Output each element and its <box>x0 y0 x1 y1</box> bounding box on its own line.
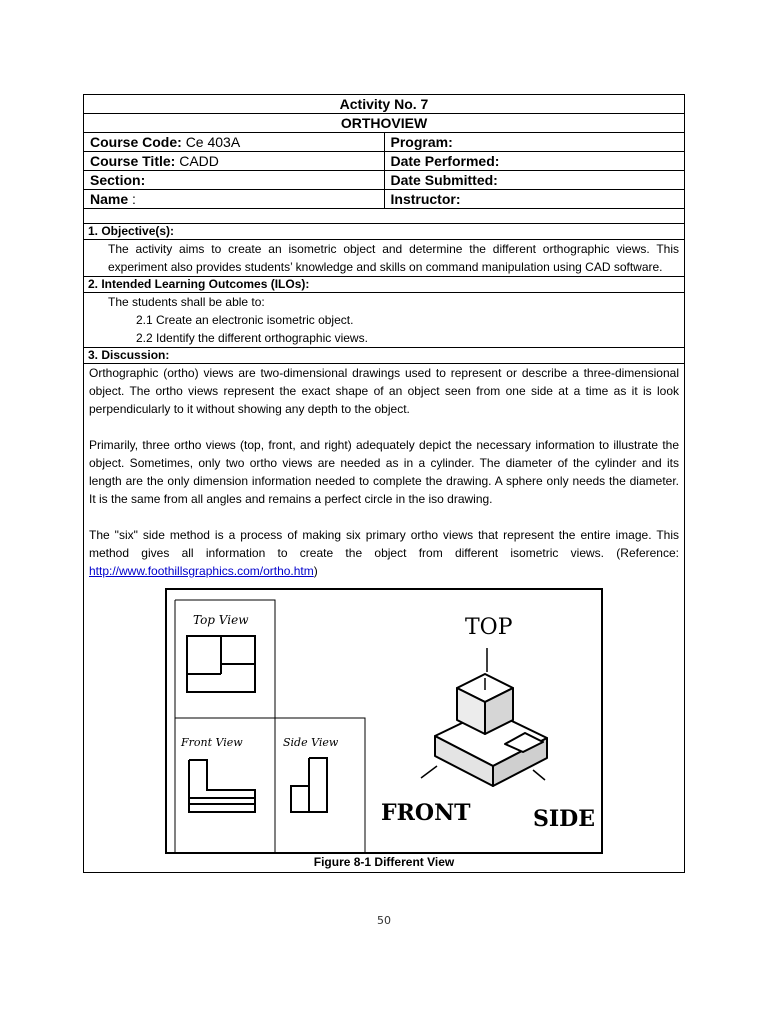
activity-sheet <box>83 94 685 873</box>
side-label: SIDE <box>533 806 596 832</box>
date-submitted-label: Date Submitted: <box>384 171 685 190</box>
front-view-label: Front View <box>181 736 243 749</box>
discussion-p1: Orthographic (ortho) views are two-dimensional drawings used to represent or describe a three-dimensional object. The ortho views represent the exact shape of an object seen from one side at a time as it is look perpendicularly to it without showing any depth to the object. <box>89 366 679 416</box>
ilo-item-1: 2.1 Create an electronic isometric object. <box>136 313 354 327</box>
objectives-text: The activity aims to create an isometric object and determine the different orthographic views. This experiment also provides students’ knowledge and skills on command manipulation using CAD software. <box>84 240 684 277</box>
top-label: TOP <box>465 615 513 640</box>
ilos-body <box>84 293 684 348</box>
orthographic-drawing <box>167 590 601 852</box>
orthographic-figure <box>165 588 603 854</box>
name-colon: : <box>128 191 136 207</box>
date-performed-label: Date Performed: <box>384 152 685 171</box>
discussion-p2: Primarily, three ortho views (top, front, and right) adequately depict the necessary information to illustrate the object. Sometimes, only two ortho views are needed as in a cylinder. The diameter of the cylinder and its length are the only dimension information needed to complete the drawing. A sphere only needs the diameter. It is the same from all angles and remains a perfect circle in the iso drawing. <box>89 438 679 506</box>
course-title-value: CADD <box>179 153 219 169</box>
top-view-label: Top View <box>193 613 249 627</box>
name-label: Name <box>90 191 129 207</box>
side-view-label: Side View <box>283 736 339 749</box>
ilos-intro: The students shall be able to: <box>108 295 265 309</box>
side-view-drawing <box>291 758 327 812</box>
top-view-drawing <box>187 636 255 692</box>
isometric-object <box>435 674 547 786</box>
content-box <box>83 209 685 873</box>
view-frames <box>175 600 365 852</box>
blank-row <box>84 209 684 224</box>
front-label: FRONT <box>381 800 471 826</box>
course-title-label: Course Title: <box>90 153 176 169</box>
course-code-label: Course Code: <box>90 134 182 150</box>
course-title-cell <box>84 152 385 171</box>
discussion-p3-close: ) <box>313 564 318 578</box>
ilo-item-2: 2.2 Identify the different orthographic views. <box>136 331 368 345</box>
reference-link[interactable]: http://www.foothillsgraphics.com/ortho.htm <box>89 564 314 578</box>
name-cell <box>84 190 385 209</box>
instructor-label: Instructor: <box>384 190 685 209</box>
front-view-drawing <box>189 760 255 812</box>
activity-title: ORTHOVIEW <box>84 114 685 133</box>
discussion-p3-text: The "six" side method is a process of making six primary ortho views that represent the entire image. This method gives all information to create the object from different isometric views. (Reference: <box>89 528 679 560</box>
header-table <box>83 94 685 209</box>
program-label: Program: <box>384 133 685 152</box>
course-code-value: Ce 403A <box>185 134 241 150</box>
page-number: 50 <box>377 914 391 927</box>
figure-caption: Figure 8-1 Different View <box>313 855 455 869</box>
ilos-heading: 2. Intended Learning Outcomes (ILOs): <box>84 277 684 293</box>
discussion-heading: 3. Discussion: <box>84 348 684 364</box>
course-code-cell <box>84 133 385 152</box>
discussion-p3 <box>84 526 684 580</box>
section-label: Section: <box>84 171 385 190</box>
activity-number: Activity No. 7 <box>84 95 685 114</box>
objectives-heading: 1. Objective(s): <box>84 224 684 240</box>
